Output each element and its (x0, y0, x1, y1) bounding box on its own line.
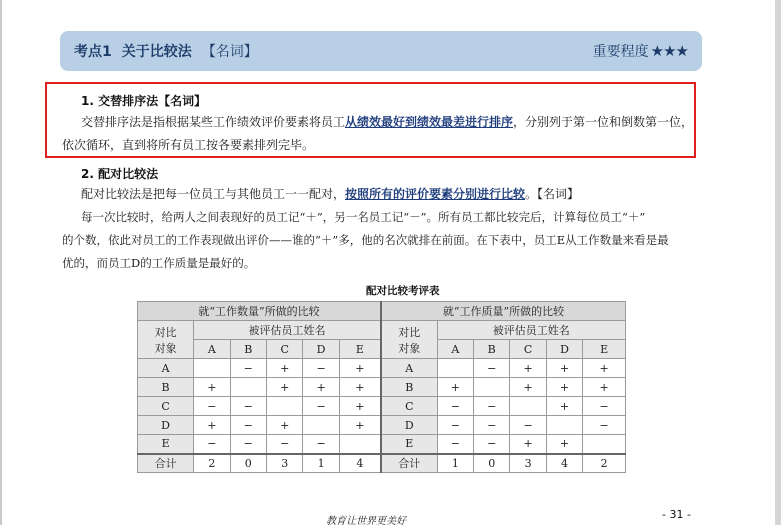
section1-paragraph-line2: 依次循环，直到将所有员工按各要素排列完毕。 (62, 138, 315, 152)
table-cell (510, 397, 546, 416)
section2-paragraph1 (81, 183, 579, 206)
table-cell: − (474, 435, 510, 454)
section1-heading: 1. 交替排序法【名词】 (81, 94, 207, 108)
column-header: A (194, 340, 230, 359)
table-cell: + (546, 378, 582, 397)
corner-header-quantity: 对比 对象 (138, 321, 194, 359)
table-cell: + (339, 397, 381, 416)
column-header: E (583, 340, 626, 359)
section2-paragraph2-line1: 每一次比较时，给两人之间表现好的员工记“＋”，另一名员工记“－”。所有员工都比较完后，计算每位员工“＋” (81, 210, 646, 224)
scrollbar[interactable] (775, 0, 781, 525)
row-label: B (381, 378, 437, 397)
row-label: C (138, 397, 194, 416)
column-header: D (303, 340, 339, 359)
table-cell: − (303, 359, 339, 378)
table-cell: + (583, 359, 626, 378)
table-cell: + (510, 435, 546, 454)
row-label: A (381, 359, 437, 378)
table-cell: + (546, 359, 582, 378)
topic-label: 考点1 (74, 44, 112, 60)
total-cell: 4 (546, 454, 582, 473)
section2-text-a: 配对比较法是把每一位员工与其他员工一一配对， (81, 187, 346, 201)
table-cell: + (583, 378, 626, 397)
table-cell: + (339, 416, 381, 435)
group-header-quantity: 就“工作数量”所做的比较 (138, 302, 381, 321)
total-cell: 2 (194, 454, 230, 473)
table-cell (437, 359, 473, 378)
row-label: E (381, 435, 437, 454)
row-label: E (138, 435, 194, 454)
section1-text-b: ，分别列于第一位和倒数第一位， (513, 115, 694, 129)
table-cell: − (303, 397, 339, 416)
topic-title: 关于比较法 (121, 44, 192, 60)
section2-paragraph2-line2: 的个数，依此对员工的工作表现做出评价——谁的“＋”多，他的名次就排在前面。在下表中，员工E从工作数量来看是最 (62, 233, 669, 247)
total-label: 合计 (138, 454, 194, 473)
section1-paragraph-line1 (81, 111, 693, 134)
table-cell: + (339, 359, 381, 378)
column-header: C (510, 340, 546, 359)
table-cell: + (510, 378, 546, 397)
corner-header-quality: 对比 对象 (381, 321, 437, 359)
table-row (138, 397, 626, 416)
table-cell: − (303, 435, 339, 454)
row-label: A (138, 359, 194, 378)
column-header: D (546, 340, 582, 359)
section2-key-phrase: 按照所有的评价要素分别进行比较 (345, 187, 526, 201)
page-number: - 31 - (662, 508, 691, 521)
table-cell: − (510, 416, 546, 435)
table-cell: + (510, 359, 546, 378)
table-cell: − (194, 397, 230, 416)
left-page-edge (0, 0, 2, 525)
table-row (138, 359, 626, 378)
table-cell: − (437, 416, 473, 435)
table-cell: + (546, 397, 582, 416)
section1-key-phrase: 从绩效最好到绩效最差进行排序 (345, 115, 514, 129)
section2-paragraph2-line3: 优的，而员工D的工作质量是最好的。 (62, 256, 256, 270)
total-cell: 3 (510, 454, 546, 473)
table-cell: + (194, 416, 230, 435)
table-cell: + (266, 359, 302, 378)
total-cell: 0 (230, 454, 266, 473)
table-cell: − (583, 416, 626, 435)
column-header: C (266, 340, 302, 359)
star-rating-icon: ★★★ (650, 42, 688, 60)
section2-heading: 2. 配对比较法 (81, 167, 159, 181)
row-label: D (138, 416, 194, 435)
table-cell (266, 397, 302, 416)
table-cell: + (194, 378, 230, 397)
total-cell: 1 (437, 454, 473, 473)
table-cell: − (230, 416, 266, 435)
table-title: 配对比较考评表 (366, 285, 440, 297)
table-cell: − (474, 397, 510, 416)
total-label: 合计 (381, 454, 437, 473)
total-cell: 1 (303, 454, 339, 473)
table-cell: − (474, 416, 510, 435)
table-cell: − (266, 435, 302, 454)
section1-text-a: 交替排序法是指根据某些工作绩效评价要素将员工 (81, 115, 346, 129)
table-cell (546, 416, 582, 435)
table-row (138, 416, 626, 435)
table-cell: − (194, 435, 230, 454)
table-cell (474, 378, 510, 397)
table-cell: − (437, 397, 473, 416)
row-label: C (381, 397, 437, 416)
table-cell: + (339, 378, 381, 397)
table-group-header-row (138, 302, 626, 321)
importance-group (593, 41, 688, 61)
total-cell: 4 (339, 454, 381, 473)
column-header: E (339, 340, 381, 359)
table-cell (194, 359, 230, 378)
table-subheader-row (138, 321, 626, 340)
table-cell: + (266, 378, 302, 397)
section2-text-b: 。【名词】 (525, 187, 580, 201)
table-cell (339, 435, 381, 454)
total-cell: 2 (583, 454, 626, 473)
row-label: B (138, 378, 194, 397)
table-cell: − (474, 359, 510, 378)
column-header: A (437, 340, 473, 359)
topic-tag: 【名词】 (201, 44, 258, 60)
table-cell: − (230, 435, 266, 454)
footer-slogan: 教育让世界更美好 (326, 516, 406, 525)
group-header-quality: 就“工作质量”所做的比较 (381, 302, 626, 321)
column-header: B (230, 340, 266, 359)
table-total-row (138, 454, 626, 473)
table-cell (303, 416, 339, 435)
banner-title-group (74, 41, 258, 61)
table-cell: − (437, 435, 473, 454)
table-cell: + (266, 416, 302, 435)
table-cell: + (546, 435, 582, 454)
table-cell: + (303, 378, 339, 397)
table-body (138, 359, 626, 473)
table-cell (230, 378, 266, 397)
table-cell: − (583, 397, 626, 416)
table-cell: − (230, 397, 266, 416)
table-row (138, 435, 626, 454)
evaluated-header-quality: 被评估员工姓名 (437, 321, 625, 340)
paired-comparison-table (137, 301, 626, 473)
table-cell (583, 435, 626, 454)
table-cell: − (230, 359, 266, 378)
table-cell: + (437, 378, 473, 397)
topic-banner (60, 31, 702, 71)
total-cell: 3 (266, 454, 302, 473)
column-header: B (474, 340, 510, 359)
row-label: D (381, 416, 437, 435)
importance-label: 重要程度 (592, 44, 649, 60)
table-row (138, 378, 626, 397)
total-cell: 0 (474, 454, 510, 473)
evaluated-header-quantity: 被评估员工姓名 (194, 321, 381, 340)
